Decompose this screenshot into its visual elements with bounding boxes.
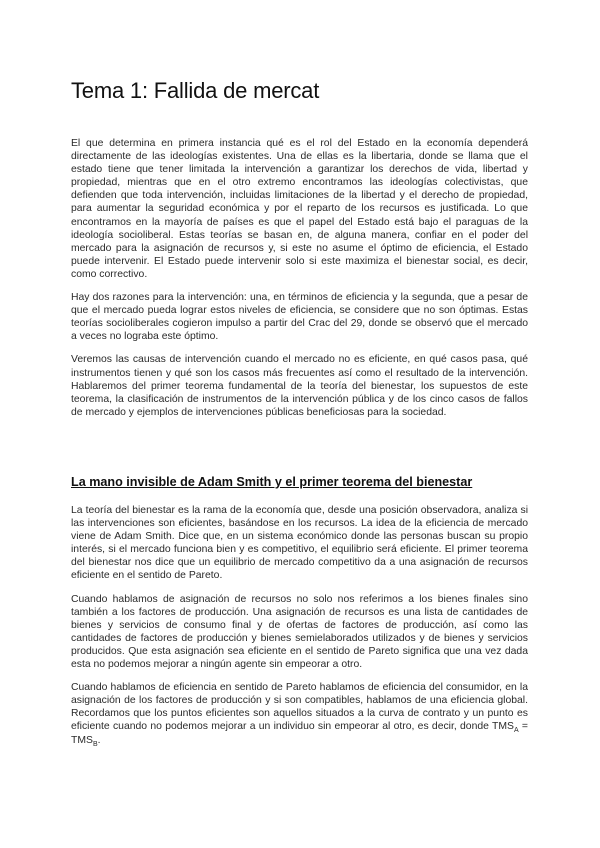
page-title: Tema 1: Fallida de mercat [71, 78, 320, 103]
tms-subscript-a: A [513, 727, 519, 735]
tms-end: . [97, 734, 101, 746]
paragraph-last [71, 681, 528, 746]
paragraph: Veremos las causas de intervención cuando el mercado no es eficiente, en qué casos pasa, qué instrumentos tienen y qué son los casos más frecuentes así como el resultado de la intervención. Hablaremos del primer teorema fundamental de la teoría del bienestar, los supuestos de este teorema, la clasificación de instrumentos de la intervención pública y de los cinco casos de fallos de mercado y ejemplos de intervenciones públicas beneficiosas para la sociedad. [71, 354, 528, 418]
tms-label: TMS [71, 734, 93, 746]
paragraph: Cuando hablamos de asignación de recursos no solo nos referimos a los bienes finales sino también a los factores de producción. Una asignación de recursos es una lista de cantidades de bienes y servicios de consumo final y de ofertas de factores de producción, así como las cantidades de factores de producción y bienes semielaborados utilizados y de bienes y servicios producidos. Que esta asignación sea eficiente en el sentido de Pareto significa que una vez dada esta no podemos mejorar a ningún agente sin empeorar a otro. [71, 593, 528, 671]
tms-subscript-b: B [92, 740, 98, 748]
paragraph-text: Cuando hablamos de eficiencia en sentido de Pareto hablamos de eficiencia del consumidor, en la asignación de los factores de producción y si son compatibles, hablamos de una eficiencia global. Recordamos que los puntos eficientes son aquellos situados a la curva de contrato y un punto es eficiente cuando no podemos mejorar a un individuo sin empeorar al otro, es decir, donde [71, 682, 528, 733]
section-body [71, 504, 528, 757]
paragraph: Hay dos razones para la intervención: una, en términos de eficiencia y la segunda, que a pesar de que el mercado pueda lograr estos niveles de eficiencia, se considere que no son óptimas. Estas teorías socioliberales cogieron impulso a partir del Crac del 29, donde se observó que el mercado a veces no lograba este óptimo. [71, 292, 528, 343]
paragraph: La teoría del bienestar es la rama de la economía que, desde una posición observadora, analiza si las intervenciones son eficientes, basándose en los recursos. La idea de la eficiencia de mercado viene de Adam Smith. Dice que, en un sistema económico donde las personas buscan su propio interés, si el mercado funciona bien y es competitivo, el equilibrio será eficiente. El primer teorema del bienestar nos dice que un equilibrio de mercado competitivo da a una asignación de recursos eficiente en el sentido de Pareto. [71, 505, 528, 582]
intro-section [71, 137, 528, 429]
paragraph: El que determina en primera instancia qué es el rol del Estado en la economía dependerá directamente de las ideologías existentes. Una de ellas es la libertaria, donde se llama que el estado tiene que tener limitada la intervención a garantizar los derechos de vida, libertad y propiedad, mientras que en el otro extremo encontramos las ideologías colectivistas, que defienden que toda intervención, incluidas limitaciones de la libertad y el derecho de propiedad, para aumentar la seguridad económica y por el reparto de los recursos es justificada. Lo que encontramos en la mayoría de países es que el papel del Estado está bajo el paraguas de la ideología socioliberal. Estas teorías se basan en, de alguna manera, confiar en el poder del mercado para la asignación de recursos y, si este no asume el óptimo de eficiencia, el Estado puede intervenir. El Estado puede intervenir solo si este maximiza el bienestar social, es decir, como correctivo. [71, 138, 528, 280]
section-heading: La mano invisible de Adam Smith y el primer teorema del bienestar [71, 475, 473, 489]
tms-label: TMS [492, 721, 514, 733]
tms-equals: = [518, 721, 528, 733]
